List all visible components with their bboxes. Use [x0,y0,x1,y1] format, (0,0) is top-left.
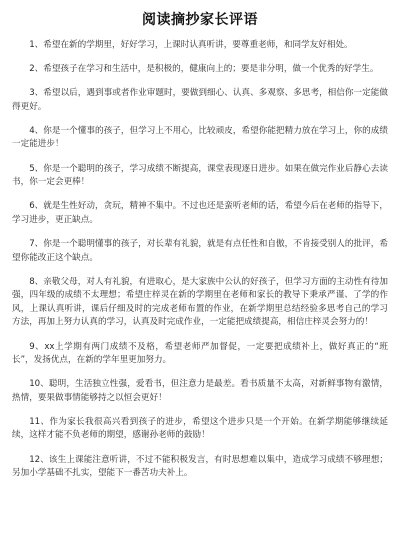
comment-paragraph-8: 8、亲敬父母，对人有礼貌，有进取心，是大家族中公认的好孩子，但学习方面的主动性有待加强，四年级的成绩不太理想；希望庄梓灵在新的学期里在老师和家长的教导下秉承严谨、了学的作风，上课认真听讲，课后仔细及时的完成老师布置的作业，在新学期里总结经验多思考自己的学习方法，再加上努力认真的学习，认真及时完成作业，一定能把成绩提高，相信庄梓灵会努力的！ [12,276,388,328]
page-title: 阅读摘抄家长评语 [142,12,258,28]
comment-paragraph-11: 11、作为家长我很高兴看到孩子的进步，希望这个进步只是一个开始。在新学期能够继续延续，这样才能不负老师的期望，感谢孙老师的鼓励！ [12,416,388,441]
comment-paragraph-3: 3、希望以后，遇到事或者作业审题时，要做到细心、认真、多观察、多思考，相信你一定能做得更好。 [12,88,388,112]
comment-paragraph-1: 1、希望在新的学期里，好好学习，上课时认真听讲，要尊重老师，和同学友好相处。 [29,40,353,50]
comment-paragraph-7: 7、你是一个聪明懂事的孩子，对长辈有礼貌，就是有点任性和自傲，不肯接受别人的批评，希望你能改正这个缺点。 [12,238,388,263]
comment-paragraph-5: 5、你是一个聪明的孩子，学习成绩不断提高，课堂表现逐日进步。如果在做完作业后静心去读书，你一定会更棒！ [12,163,388,188]
comment-paragraph-2: 2、希望孩子在学习和生活中，是积极的，健康向上的；要是非分明，做一个优秀的好学生。 [29,64,379,75]
comment-paragraph-12: 12、该生上课能注意听讲，不过不能积极发言，有时思想难以集中，造成学习成绩不够理想；另加小学基础不扎实，望能下一番苦功夫补上。 [12,454,388,479]
comment-paragraph-10: 10、聪明，生活独立性强，爱看书，但注意力是最差。看书质量不太高，对新鲜事物有激情，热情，要果做事情能够持之以恒会更好！ [12,379,388,403]
comment-paragraph-9: 9、xx上学期有两门成绩不及格，希望老师严加督促，一定要把成绩补上，做好真正的“班长”，发扬优点，在新的学年里更加努力。 [12,341,388,366]
comment-paragraph-6: 6、就是生性好动，贪玩，精神不集中。不过也还是蛮听老师的话，希望今后在老师的指导下，学习进步，更正缺点。 [12,201,388,225]
comment-paragraph-4: 4、你是一个懂事的孩子，但学习上不用心，比较顽皮，希望你能把精力放在学习上，你的成绩一定能进步！ [12,125,388,150]
